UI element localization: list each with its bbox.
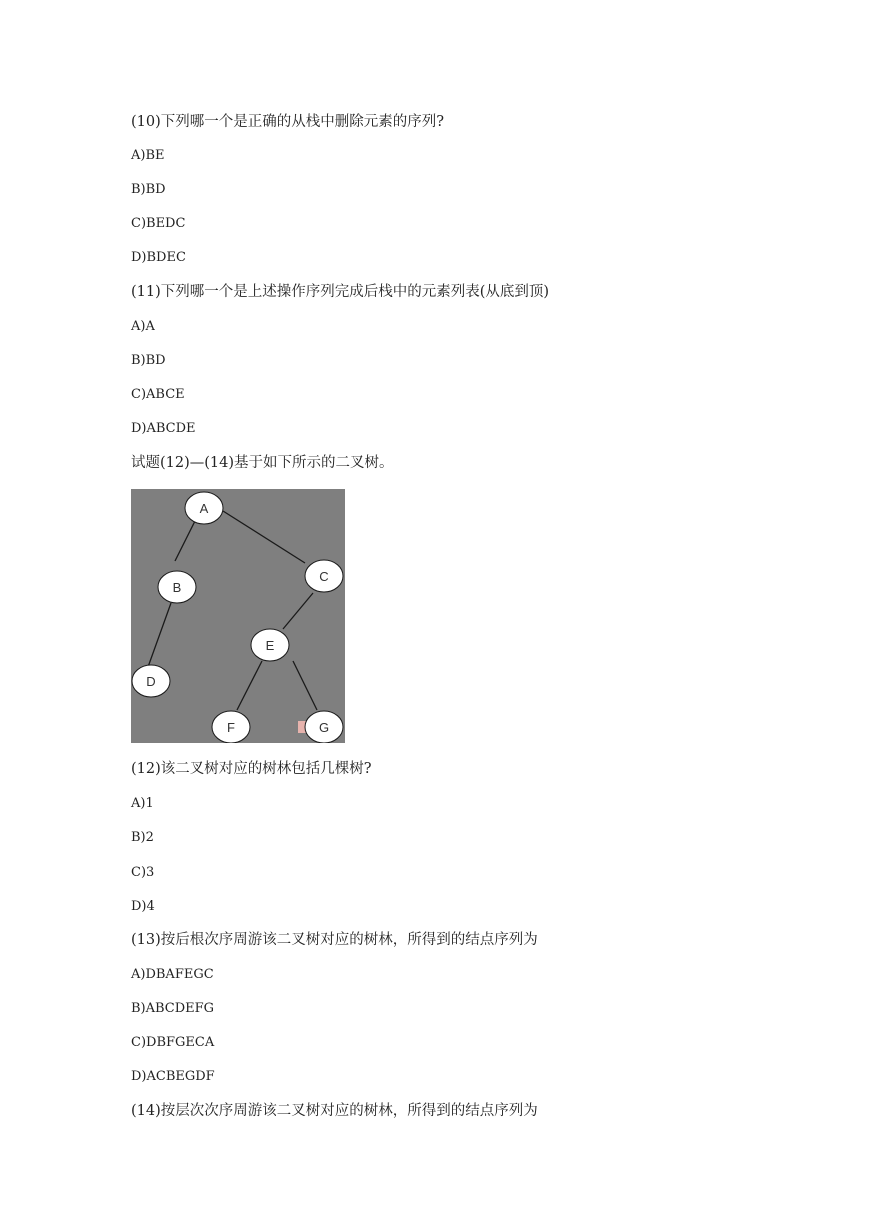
q13-option-d: D)ACBEGDF: [131, 1069, 215, 1084]
binary-tree-figure: [131, 489, 345, 743]
q12-option-c: C)3: [131, 865, 155, 880]
q12-option-a: A)1: [131, 796, 154, 811]
section-intro: 试题(12)—(14)基于如下所示的二叉树。: [131, 455, 394, 471]
tree-node-a-label: A: [199, 501, 209, 516]
q10-option-d: D)BDEC: [131, 250, 186, 265]
tree-node-c-label: C: [319, 569, 329, 584]
edge-a-b: [175, 521, 195, 561]
tree-node-b-label: B: [172, 580, 182, 595]
edge-e-g: [293, 661, 317, 710]
q10-option-a: A)BE: [131, 148, 165, 163]
q11-option-c: C)ABCE: [131, 387, 185, 402]
tree-node-c: [305, 560, 343, 592]
tree-node-d-label: D: [146, 674, 156, 689]
q12-option-b: B)2: [131, 830, 154, 845]
tree-node-b: [158, 571, 196, 603]
tree-node-e: [251, 629, 289, 661]
q11-option-a: A)A: [131, 319, 155, 334]
tree-node-a: [185, 492, 223, 524]
q11-option-d: D)ABCDE: [131, 421, 196, 436]
tree-node-f-label: F: [227, 720, 235, 735]
q13-option-b: B)ABCDEFG: [131, 1001, 215, 1016]
tree-node-g: [305, 711, 343, 743]
q10-option-b: B)BD: [131, 182, 166, 197]
question-14: (14)按层次次序周游该二叉树对应的树林，所得到的结点序列为: [131, 1103, 538, 1119]
tree-node-f: [212, 711, 250, 743]
tree-node-d: [132, 665, 170, 697]
edge-c-e: [283, 593, 313, 629]
q13-option-a: A)DBAFEGC: [131, 967, 214, 982]
question-11: (11)下列哪一个是上述操作序列完成后栈中的元素列表(从底到顶): [131, 284, 550, 300]
tree-node-g-label: G: [318, 720, 330, 735]
q12-option-d: D)4: [131, 899, 155, 914]
binary-tree-diagram: [131, 489, 345, 743]
edge-b-d: [148, 603, 171, 667]
edge-e-f: [237, 661, 262, 710]
q13-option-c: C)DBFGECA: [131, 1035, 215, 1050]
question-10: (10)下列哪一个是正确的从栈中删除元素的序列?: [131, 114, 445, 130]
question-13: (13)按后根次序周游该二叉树对应的树林，所得到的结点序列为: [131, 932, 538, 948]
q10-option-c: C)BEDC: [131, 216, 186, 231]
question-12: (12)该二叉树对应的树林包括几棵树?: [131, 761, 372, 777]
tree-node-e-label: E: [265, 638, 275, 653]
edge-a-c: [223, 511, 305, 563]
q11-option-b: B)BD: [131, 353, 166, 368]
